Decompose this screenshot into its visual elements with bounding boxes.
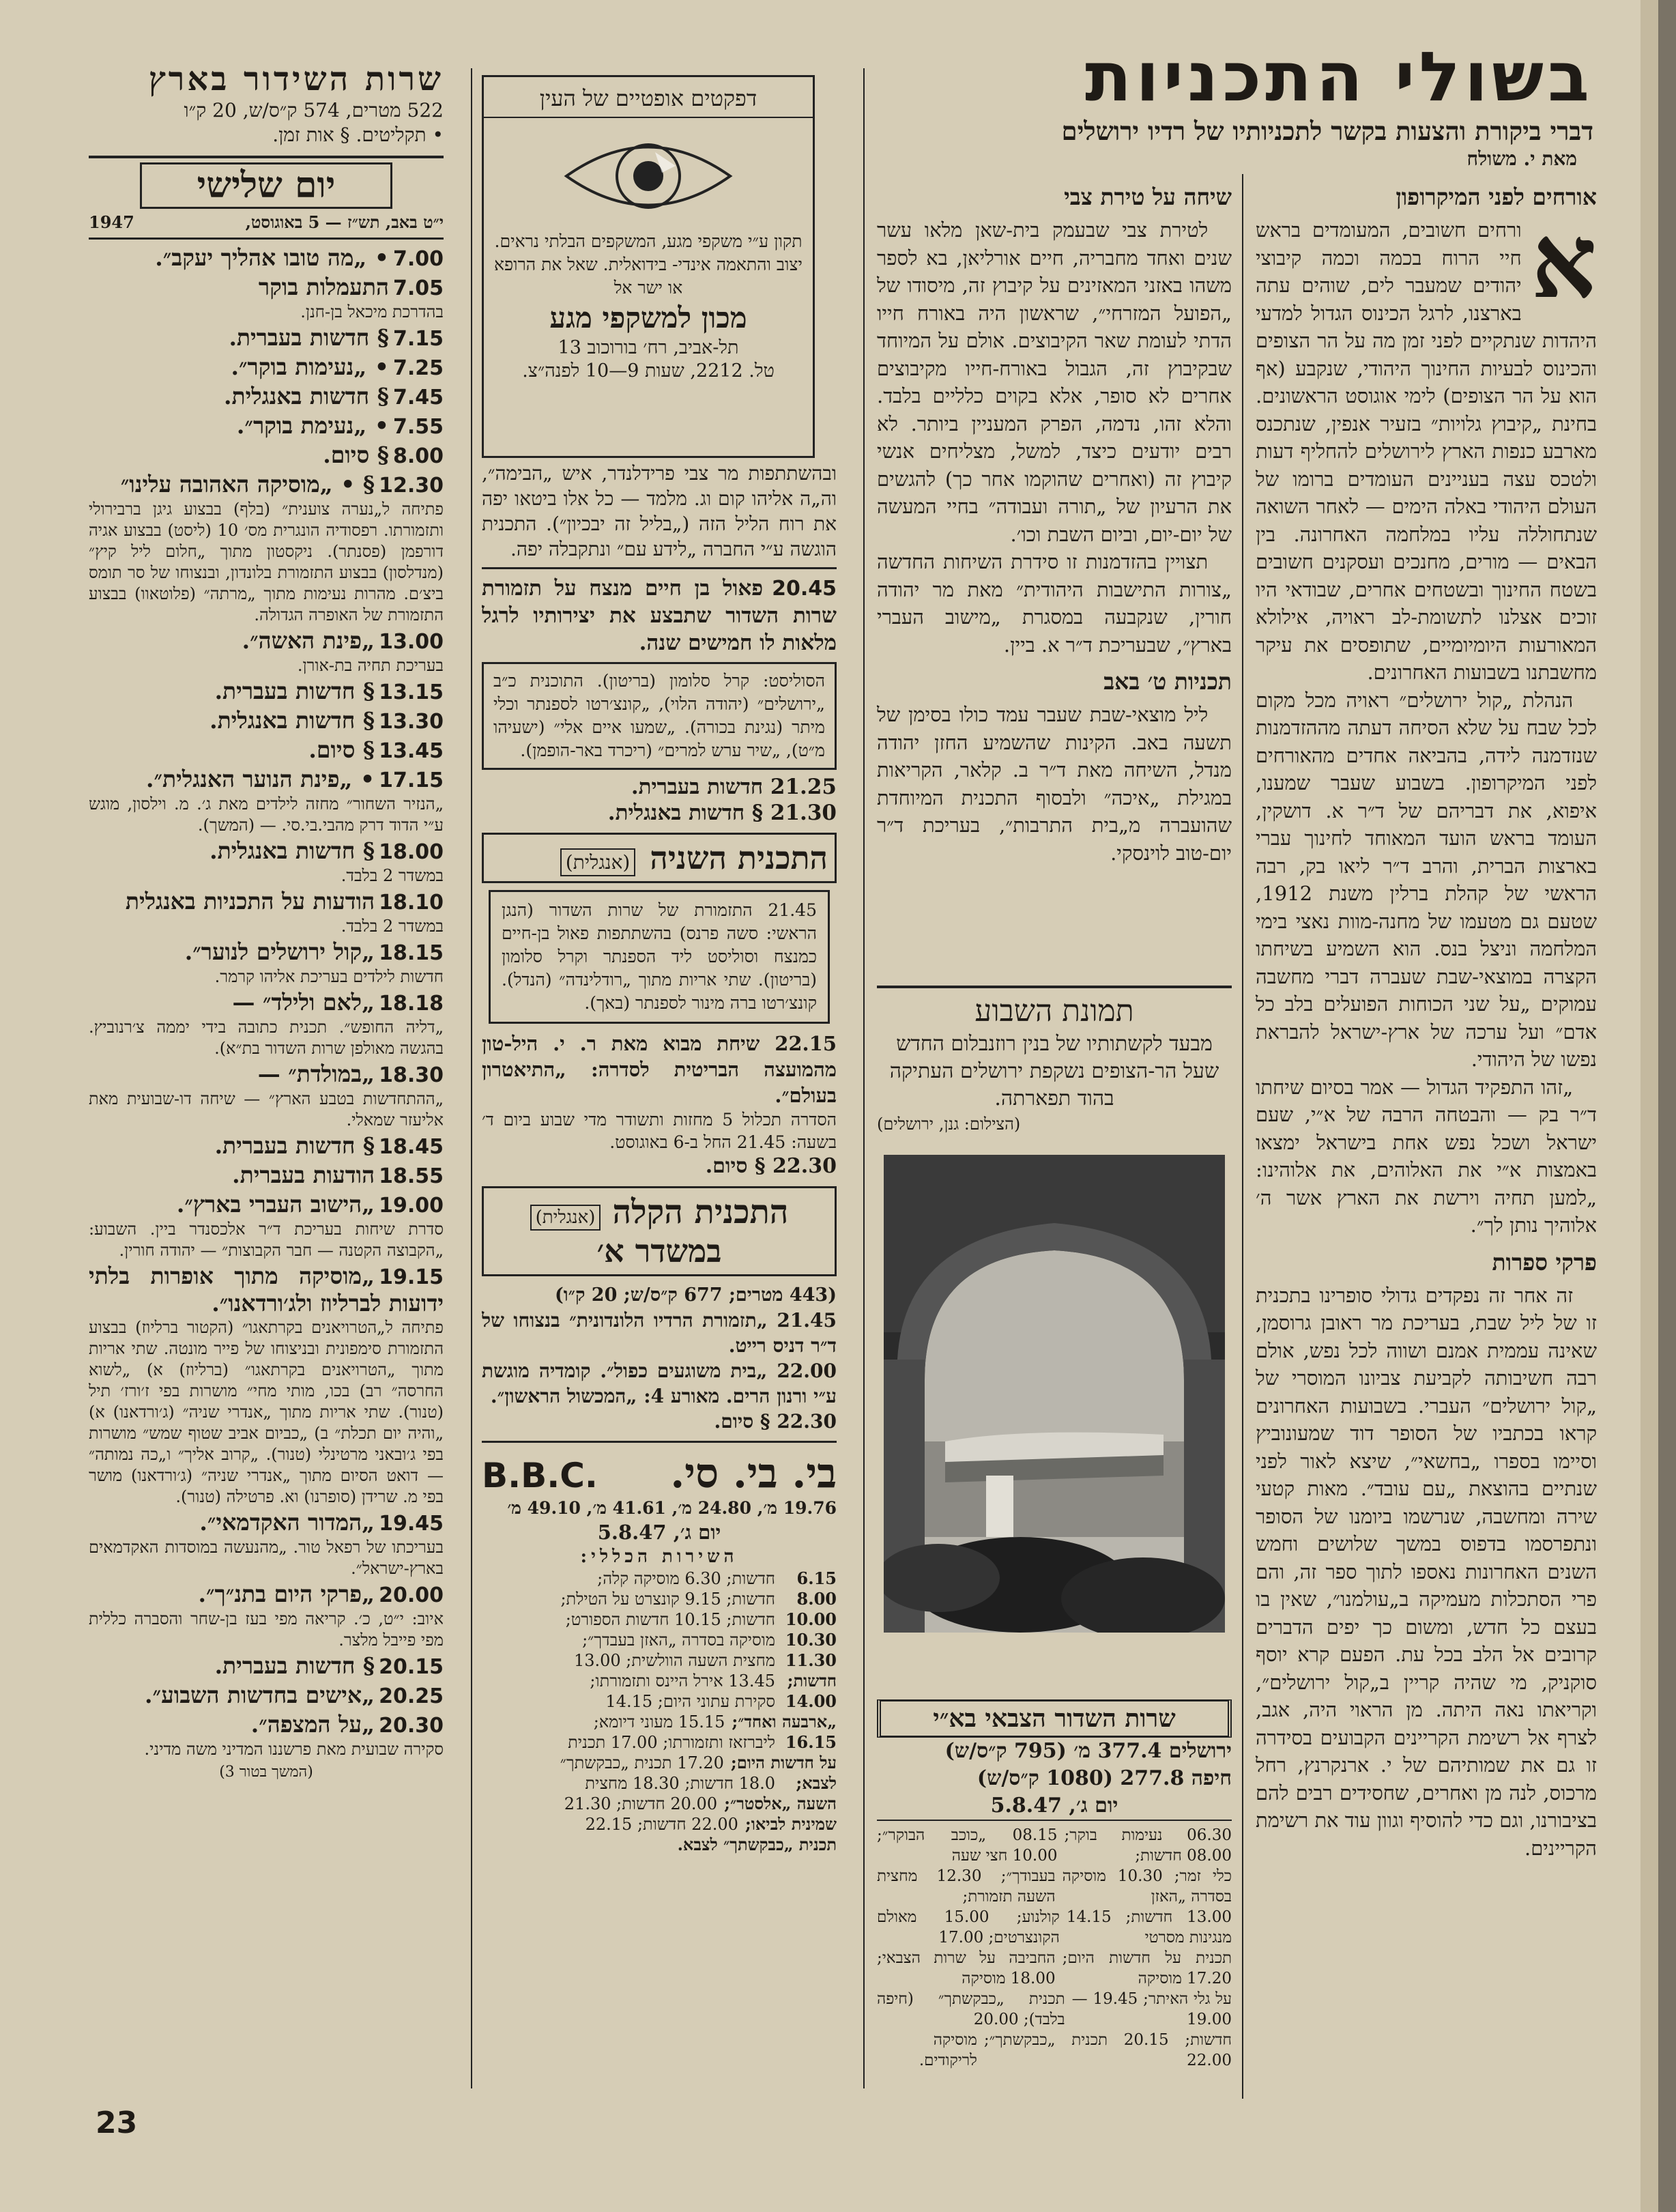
article-paragraph: „זהו התפקיד הגדול — אמר בסיום שיחתו ד״ר בק — והבטחה הרבה של א״י, שעם ישראל ושכל נפש אחת בישראל ימצאו באמצות א״י את האלוהים, את אלוהינו: „למען תחיה וירשת את הארץ אשר ה׳ אלוהיך נותן לך״. (1256, 1075, 1597, 1237)
schedule-title: שרות השידור בארץ (148, 60, 444, 98)
schedule-item (89, 628, 444, 676)
section-rule (89, 238, 444, 240)
bbc-item: 22.00 חדשות; 22.15 (585, 1815, 738, 1834)
military-cell: כלי זמר; 10.30 מוסיקה בסדרה „האזן (1062, 1867, 1232, 1906)
military-row (877, 2030, 1232, 2071)
schedule-title: § חדשות בעברית. (214, 678, 375, 704)
schedule-item (89, 990, 444, 1059)
military-row (877, 1907, 1232, 1948)
schedule-title: § חדשות באנגלית. (210, 707, 375, 734)
bbc-time: לצבא; (796, 1773, 837, 1793)
bbc-row (482, 1568, 837, 1589)
schedule-item (89, 889, 444, 937)
military-cell: חדשות; 20.15 תכנית „כבקשתך״; 22.00 (983, 2031, 1232, 2069)
bbc-row (482, 1814, 837, 1835)
page-number: 23 (96, 2106, 138, 2140)
schedule-item (89, 354, 444, 382)
column-divider (1242, 174, 1243, 2099)
schedule-time: 7.45 (392, 386, 444, 410)
light-program-freq: (443 מטרים; 677 ק״ס/ש; 20 ק״ו) (555, 1284, 837, 1306)
schedule-title: הודעות על התכניות באנגלית (125, 888, 375, 915)
ad-title: דפקטים אופטיים של העין (484, 84, 813, 118)
schedule-item (89, 1192, 444, 1261)
article-paragraph: לטירת צבי שבעמק בית-שאן מלאו עשר שנים ואחד מחבריה, חיים אורליאן, בא לספר משהו באזני המאזינים על קיבוץ זה, מיסודו של „הפועל המזרחי״, שראשון היה באורח חייו הדתי לעומת שאר הקיבוצים. אולם על המיוחד שבקיבוץ זה, הגבול באורח-חייו מקיבוצים אחרים לא סופר, אלא בקוים כלליים בלבד. והלא זהו, נדמה, הפרק המעניין ביותר. לא רבים יודעים כיצד, למשל, מצליחים אנשי קיבוץ זה (ואחרים שהוקמו אחר כך) להגשים את הרעיון של „תורה ועבודה״ בחיי המעשה של יום-יום, וביום השבת וכו׳. (877, 218, 1232, 546)
schedule-list (89, 245, 444, 1760)
schedule-item (89, 472, 444, 626)
military-row (877, 1866, 1232, 1907)
schedule-date (89, 209, 444, 236)
column-divider (471, 68, 472, 2088)
bbc-row (482, 1609, 837, 1630)
article-subtitle: דברי ביקורת והצעות בקשר לתכניותיו של רדיו ירושלים (1061, 116, 1593, 146)
bbc-row (482, 1753, 837, 1773)
schedule-detail: בעריכתו של רפאל טור. „מהנעשה במוסדות האקדמאים בארץ-ישראל״. (89, 1538, 444, 1578)
schedule-title: „הישוב העברי בארץ״. (176, 1191, 375, 1218)
article-title: בשולי התכניות (1085, 40, 1593, 117)
schedule-item (89, 245, 444, 272)
schedule-item (89, 274, 444, 323)
military-schedule (877, 1820, 1232, 2071)
bbc-row (482, 1794, 837, 1814)
schedule-title: § • „מוסיקה האהובה עלינו״ (120, 471, 375, 498)
schedule-detail: „דליה החופש״. תכנית כתובה בידי יממה צ׳רנוביץ. בהגשה מאולפן שרות השדור בת״א). (89, 1018, 444, 1058)
bbc-header (482, 1450, 837, 1497)
military-row (877, 1989, 1232, 2030)
military-cell: 08.15 „כוכב הבוקר״; 10.00 חצי שעה (877, 1826, 1058, 1865)
light-program-item: 21.45 „תזמורת הרדיו הלונדונית״ בנצוחו של ד״ר דניס רייט. (482, 1309, 837, 1357)
military-cell: החביבה על שרות הצבאי; 18.00 מוסיקה (877, 1949, 1056, 1987)
ad-clinic-name: מכון למשקפי מגע (549, 301, 747, 334)
schedule-detail: במשדר 2 בלבד. (341, 917, 444, 936)
article-header (877, 40, 1593, 166)
bbc-row (482, 1691, 837, 1712)
bbc-time: 14.00 (785, 1691, 837, 1711)
military-title: שרות השדור הצבאי בא״י (877, 1699, 1232, 1738)
bbc-item: מוסיקה בסדרה „האזן בעבדך״; (582, 1631, 775, 1650)
bbc-item: 20.00 חדשות; 21.30 (564, 1794, 718, 1813)
schedule-item (89, 384, 444, 411)
bbc-item: חדשות; 6.30 מוסיקה קלה; (597, 1569, 775, 1588)
schedule-time: 18.10 (379, 891, 444, 915)
schedule-title: „אישים בחדשות השבוע״. (145, 1682, 375, 1708)
ad-address: תל-אביב, רח׳ בורוכוב 13 (558, 337, 739, 358)
schedule-time: 18.18 (379, 992, 444, 1016)
schedule-time: 8.00 (392, 444, 444, 468)
bbc-row (482, 1589, 837, 1609)
military-cell: 06.30 נעימות בוקר; 08.00 חדשות; (1064, 1826, 1232, 1865)
photo-caption: מבעד לקשתותיו של בנין רוזנבלום החדש שעל הר-הצופים נשקפת ירושלים העתיקה בהוד תפארתה. (889, 1032, 1219, 1110)
concert-time: 20.45 (772, 577, 837, 601)
military-cell: תכנית „כבקשתך״ (חיפה בלבד); 20.00 (877, 1990, 1065, 2028)
concert-body: הסוליסט: קרל סלומון (בריטון). התוכנית כ״ב „ירושלים״ (יהודה הלוי), „קונצ׳רטו לספנתר וכלי מיתר (נגינת בכורה). „שמעו איים אלי״ (ישעיהו מ״ט), „שיר ערש למרים״ (ריכרד באר-הופמן). (482, 662, 837, 770)
schedule-detail: איוב: י״ט, כ׳. קריאה מפי בעז בן-שחר והסברה כללית מפי פייבל מלצר. (89, 1609, 444, 1650)
schedule-title: § חדשות באנגלית. (223, 383, 389, 410)
schedule-title: „קול ירושלים לנוער״. (184, 938, 375, 965)
bbc-general: השירות הכללי: (580, 1547, 738, 1567)
article-subheading: אורחים לפני המיקרופון (1396, 184, 1597, 210)
schedule-time: 17.15 (379, 769, 444, 792)
schedule-time: 18.15 (379, 941, 444, 965)
schedule-title: „פינת האשה״. (242, 627, 375, 654)
schedule-item (89, 1581, 444, 1651)
schedule-detail: חדשות לילדים בעריכת אליהו קרמר. (214, 967, 444, 986)
military-row (877, 1825, 1232, 1866)
bbc-row (482, 1773, 837, 1794)
schedule-title: • „פינת הנוער האנגלית״. (146, 766, 375, 792)
second-program (482, 833, 837, 883)
news-hebrew: 21.25 חדשות בעברית. (631, 775, 837, 799)
article-paragraph: ליל מוצאי-שבת שעבר עמד כולו בסימן של תשעה באב. הקינות שהשמיע החזן יהודה מנדל, השיחה מאת ד״ר ב. קלאר, הקריאות במגילת „איכה״ ולבסוף התכנית המיוחדת שהועברה מ„בית התרבות״, בעריכת ד״ר יום-טוב לוינסקי. (877, 703, 1232, 865)
bbc-time: 11.30 (785, 1650, 837, 1670)
schedule-detail: סדרת שיחות בעריכת ד״ר אלכסנדר ביין. השבוע: „הקבוצה הקטנה — חבר הקבוצות״ — יהודה חורין. (89, 1220, 444, 1260)
schedule-title: § סיום. (308, 736, 375, 763)
schedule-time: 18.30 (379, 1063, 444, 1087)
article-text: ורחים חשובים, המעומדים בראש חיי הרוח בכמה וכמה קיבוצי יהודים שמעבר לים, שוהים עתה בארצנו, לרגל הכינוס הגדול למדעי היהדות שנתקיים לפני זמן מה על הר הצופים והכינוס לבעיות החינוך היהודי, שנקבע (אף הוא על הר הצופים) לימי אוגוסט הראשונים. בחינת „קיבוץ גלויות״ בזעיר אנפין, שנתכנס מארבע כנפות הארץ לירושלים להחליף דעות ולטכס עצה בעניינים העומדים ברומו של העולם היהודי באלה הימים — לאחר השואה שנתחוללה עליו במלחמה האחרונה. בין הבאים — מורים, מחנכים ועסקנים חשובים בשטח החינוך ובשטחים אחרים, שבודאי היו זוכים אצלנו לתשומת-לב ראויה, אילולא המאורעות היומיומיים, שתופסים את עיקר מחשבתנו בשבועות האחרונים. (1256, 218, 1597, 684)
light-program-tag: (אנגלית) (530, 1205, 601, 1231)
bbc-time: 16.15 (785, 1732, 837, 1752)
ad-phone: טל. 2212, שעות 9—10 לפנה״צ. (522, 360, 775, 382)
schedule-time: 13.30 (379, 710, 444, 734)
bbc-item: ליברזאז ותזמורתו; 17.00 תכנית (568, 1733, 775, 1752)
bbc-row (482, 1835, 837, 1855)
military-cell: תכנית על חדשות היום; 17.20 מוסיקה (1062, 1949, 1232, 1987)
article-paragraph: הנהלת „קול ירושלים״ ראויה מכל מקום לכל שבח על שלא הסיחה דעתה מההזדמנות שנזדמנה לידה, בהביאה אחדים מהאורחים לפני המיקרופון. בשבוע שעבר שמענו, איפוא, את דבריהם של ד״ר א. דושקין, העומד בראש הועד המאוחד לחינוך עברי בארצות הברית, והרב ד״ר ליאו בק, רבה הראשי של קהלת ברלין משנת 1912, שטעם גם מטעמו של מחנה-מוות נאצי בימי המלחמה וניצל בנס. הוא השמיע בשיחתו הקצרה במוצאי-שבת שעברה דברי מחשבה עמוקים „על שני הכוחות הפועלים בלב כל אדם״ ועל ערכה של ארץ-ישראל להבראת נפשו של היהודי. (1256, 688, 1597, 1071)
schedule-item (89, 1061, 444, 1131)
light-program-item: 22.30 § סיום. (714, 1410, 837, 1433)
schedule-time: 12.30 (379, 474, 444, 498)
schedule-item (89, 737, 444, 764)
schedule-time: 18.55 (379, 1164, 444, 1188)
schedule-time: 19.45 (379, 1512, 444, 1536)
schedule-date-heb: י״ט באב, תש״ז — 5 באוגוסט, (245, 212, 444, 232)
section-rule (89, 156, 444, 158)
concert-block (482, 575, 837, 770)
schedule-detail: „ההתחדשות בטבע הארץ״ — שיחה דו-שבועית מאת אליעזר שמאלי. (89, 1089, 444, 1130)
bbc-time: 10.00 (785, 1609, 837, 1629)
schedule-title: „על המצפה״. (250, 1711, 375, 1738)
schedule-detail: בהדרכת מיכאל בן-חנן. (300, 302, 444, 321)
military-date: יום ג׳, 5.8.47 (990, 1794, 1118, 1818)
article-column-1 (1256, 174, 1597, 2099)
light-program-title: התכנית הקלה (612, 1193, 789, 1231)
bbc-freq: 19.76 מ׳, 24.80 מ׳, 41.61 מ׳, 49.10 מ׳ (507, 1498, 837, 1518)
schedule-item (89, 939, 444, 988)
drop-cap: א (1531, 201, 1597, 321)
article-paragraph: זה אחר זה נפקדים גדולי סופרינו בתכנית זו של ליל שבת, בעריכת מר ראובן גרוסמן, שאינה עממית אמנם ושווה לכל נפש, אולם רבה חשיבותה לקביעת צביונו המוסרי של „קול ירושלים״ העברי. בשבועות האחרונים קראו בכתביו של הסופר דוד שמעונוביץ וסיימו בספרו „בחשאי״, שיצא לאור לפני שנתיים בהוצאת „עם עובד״. מאות קטעי שירה ומחשבה, שנרשמו ביומנו של הסופר ונתפרסמו בדפוס במשך שלושים וחמש השנים האחרונות נאספו לתוך ספר זה, והם פרי הסתכלות מעמיקה ב„עולמנו״, שאין בו בעצם כל חדש, ומשום כך יפים הדברים קרובים אל הלב בכל עת. הפעם קרא יוסף סוקניק, מי שהיה קריין ב„קול ירושלים״, וקריאתו נאה היתה. מן הראוי היה, אגב, לצרף אל רשימת הקריינים הקבועים בסידרה זו גם את שמותיהם של י. ארנקרנץ, רחל מרכוס, לנה מן ואחרים, שחסידים רבים להם בציבורנו, וגם כדי להוסיף וגוון עוד את רשימת הקריינים. (1256, 1283, 1597, 1860)
section-rule (482, 567, 837, 569)
schedule-day: יום שלישי (140, 162, 392, 209)
military-cell: בעבודך״; 12.30 מחצית השעה תזמורת; (877, 1867, 1056, 1906)
talk-body: הסדרה תכלול 5 מחזות ותשודר מדי שבוע ביום ד׳ בשעה: 21.45 החל ב-6 באוגוסט. (482, 1110, 837, 1152)
bbc-schedule (482, 1568, 837, 1855)
schedule-item (89, 1162, 444, 1190)
schedule-freq: 522 מטרים, 574 ק״ס/ש, 20 ק״ו (184, 99, 444, 121)
schedule-item (89, 1510, 444, 1579)
schedule-title: § חדשות בעברית. (214, 1132, 375, 1159)
schedule-detail: במשדר 2 בלבד. (341, 866, 444, 885)
schedule-time: 7.05 (392, 276, 444, 300)
bbc-time: חדשות; (787, 1671, 837, 1691)
military-broadcast (877, 1699, 1232, 2088)
schedule-time: 13.45 (379, 739, 444, 763)
schedule-title: „במולדת״ — (257, 1061, 375, 1087)
second-program-title: התכנית השניה (650, 839, 828, 876)
schedule-item (89, 708, 444, 735)
news-english: 21.30 § חדשות באנגלית. (607, 801, 837, 825)
schedule-time: 18.00 (379, 840, 444, 864)
schedule-time: 7.55 (392, 415, 444, 439)
schedule-item (89, 413, 444, 440)
schedule-item (89, 442, 444, 470)
schedule-title: § סיום. (323, 442, 389, 468)
schedule-time: 20.00 (379, 1583, 444, 1607)
talk-title: 22.15 שיחת מבוא מאת ר. י. היל-טון מהמועצה הבריטית לסדרה: „התיאטרון בעולם״. (482, 1032, 837, 1107)
bbc-item: 18.0 חדשות; 18.30 מחצית (585, 1774, 775, 1793)
light-program-sub: במשדר א׳ (596, 1233, 722, 1269)
concert-title: פאול בן חיים מנצח על תזמורת שרות השדור שתבצע את יצירותיו לרגל מלאות לו חמישים שנה. (482, 576, 837, 655)
article-subheading: שיחה על טירת צבי (1064, 184, 1232, 210)
schedule-item (89, 325, 444, 352)
schedule-title: הודעות בעברית. (232, 1162, 375, 1188)
schedule-detail: סקירה שבועית מאת פרשננו המדיני משה מדיני. (144, 1740, 444, 1759)
bbc-item: 17.20 תכנית „כבקשתך״ (560, 1753, 724, 1772)
second-program-tag: (אנגלית) (560, 848, 636, 876)
schedule-title: התעמלות בוקר (258, 274, 389, 300)
schedule-title: „פרקי היום בתנ״ך״. (198, 1581, 375, 1607)
eye-icon (560, 125, 737, 227)
military-row (877, 1948, 1232, 1989)
schedule-title: • „מה טובו אהליך יעקב״. (155, 244, 389, 271)
middle-column (482, 461, 837, 2092)
continued-note: (המשך בטור 3) (219, 1764, 313, 1781)
photo-credit: (הצילום: גנן, ירושלים) (877, 1115, 1021, 1134)
mid-intro: ובהשתתפות מר צבי פרידלנדר, איש „הבימה״, וה„ה אליהו קום וג. מלמד — כל אלו ביטאו יפה את רוח הליל הזה („בליל זה יבכיון״). התכנית הוגשה ע״י החברה „לידע עם״ ונתקבלה יפה. (482, 462, 837, 560)
bbc-item: סקירת עתוני היום; 14.15 (605, 1692, 775, 1711)
bbc-item: חדשות; 10.15 חדשות הספורט; (565, 1610, 775, 1629)
schedule-item (89, 1712, 444, 1760)
section-rule (482, 1441, 837, 1443)
schedule-time: 20.30 (379, 1714, 444, 1738)
schedule-time: 13.00 (379, 630, 444, 654)
schedule-time: 18.45 (379, 1135, 444, 1159)
schedule-title: § חדשות בעברית. (214, 1652, 375, 1679)
schedule-detail: בעריכת תחיה בת-אורן. (297, 656, 444, 675)
article-byline: מאת י. משולח (1466, 147, 1577, 166)
bbc-time: שמינית לביאו; (745, 1814, 837, 1834)
light-program (482, 1186, 837, 1276)
schedule-detail: פתיחה ל„הטרויאנים בקרתאגו״ (הקטור ברליוז) בבצוע התזמורת סימפונית ובניצוחו של פייר מונטה. שתי אריות מתוך „הטרויאנים בקרתאגו״ (ברליוז) א) „לשוא החרסה״ רב) בכו, מותי מחי״ מושרות בפי ז׳ורז׳ תיל (טנור). שתי אריות מתוך „אנדרי שניה״ (ג׳ורדאנו) א) „והיה יום תכלת״ ב) „כביום אביב שטוף שמש״ מושרות בפי ג׳ובאני מרטינלי (טנור). „קרוב אליך״ ו„כה נמותה״ — דואט הסיום מתוך „אנדרי שניה״ (ג׳ורדאנו) מושר בפי מ. שרידן (סופרנו) וא. פרטילה (טנור). (89, 1318, 444, 1506)
article-subheading: פרקי ספרות (1492, 1248, 1597, 1276)
bbc-time: 6.15 (796, 1568, 837, 1588)
bbc-time: על חדשות היום; (730, 1753, 837, 1772)
schedule-time: 7.00 (392, 247, 444, 271)
end-time: 22.30 § סיום. (705, 1154, 837, 1178)
article-subheading: תכניות ט׳ באב (1103, 668, 1232, 695)
schedule-title: § חדשות בעברית. (229, 324, 389, 351)
article-column-2 (877, 174, 1232, 983)
schedule-title: § חדשות באנגלית. (210, 837, 375, 864)
bbc-row (482, 1732, 837, 1753)
schedule-item (89, 1653, 444, 1680)
schedule-column (89, 60, 444, 2101)
ad-body: תקון ע״י משקפי מגע, המשקפים הבלתי נראים. יצוב והתאמה אינדי- בידואלית. שאל את הרופא או ישר אל (494, 231, 803, 298)
photo-title: תמונת השבוע (974, 994, 1134, 1029)
schedule-item (89, 838, 444, 887)
schedule-time: 19.15 (379, 1265, 444, 1289)
schedule-time: 7.15 (392, 327, 444, 351)
bbc-row (482, 1630, 837, 1650)
military-cell: קולנוע; 15.00 מאולם הקונצרטים; 17.00 (877, 1908, 1060, 1947)
section-rule (877, 986, 1232, 988)
schedule-item (89, 678, 444, 706)
schedule-time: 19.00 (379, 1194, 444, 1218)
schedule-time: 20.25 (379, 1684, 444, 1708)
schedule-item (89, 766, 444, 836)
bbc-time: „ארבעה ואחד״; (732, 1712, 837, 1732)
military-cell: מוסיקה לריקודים. (919, 2031, 977, 2069)
light-program-schedule (482, 1308, 837, 1434)
schedule-title: „מוסיקה מתוך אופרות בלתי ידועות לברליוז ולג׳ורדאנו״. (89, 1263, 444, 1317)
military-cell: 13.00 חדשות; 14.15 מנגינות מסרטי (1066, 1908, 1232, 1947)
schedule-time: 7.25 (392, 356, 444, 380)
bbc-row (482, 1671, 837, 1691)
bbc-latin: B.B.C. (482, 1456, 598, 1495)
article-paragraph (1256, 201, 1597, 687)
schedule-item (89, 1682, 444, 1710)
military-cell: על גלי האיתר; 19.45 — 19.00 (1071, 1990, 1232, 2028)
bbc-time: תכנית „כבקשתך״ לצבא. (677, 1835, 837, 1854)
optical-ad (482, 75, 815, 458)
schedule-time: 13.15 (379, 680, 444, 704)
schedule-title: „לאם ולילד״ — (232, 989, 375, 1016)
schedule-title: • „נעימות בוקר״. (231, 354, 389, 380)
schedule-detail: פתיחה ל„נערה צוענית״ (בלף) בבצוע גיגן ברבירולי ותזמורתו. רפסודיה הונגרית מס׳ 10 (ליסט) בבצוע אגיה דורפמן (פסנתר). ניקסטון מתוך „חלום ליל קיץ״ (מנדלסון) בבצוע התזמורת בלונדון, ובנצוחו של סר תומס ביצ׳ם. מהרות נעימות מתוך „מרתה״ (פלוטאוו) בבצוע התזמורת של האופרה הגדולה. (89, 500, 444, 624)
second-program-details: 21.45 התזמורת של שרות השדור (הנגן הראשי: סשה פרנס) בהשתתפות פאול בן-חיים כמנצח וסוליסט ליד הספנתר וקרל סלומון (בריטון). שתי אריות מתוך „רודלינדה״ (הנדל). קונצ׳רטו ברה מינור לספנתר (באך). (489, 890, 830, 1024)
bbc-time: 8.00 (796, 1589, 837, 1609)
military-freq-haifa: חיפה 277.8 (1080 ק״ס/ש) (977, 1766, 1232, 1790)
bbc-item: מחצית השעה הוולשית; 13.00 (573, 1651, 775, 1670)
arch-photo (884, 1155, 1225, 1633)
column-divider (863, 68, 865, 2088)
military-freq-jerusalem: ירושלים 377.4 מ׳ (795 ק״ס/ש) (944, 1739, 1232, 1763)
light-program-item: 22.00 „בית משוגעים כפול״. קומדיה מוגשת ע״י ורנון הרים. מאורע 4: „המכשול הראשון״. (482, 1360, 837, 1407)
bbc-row (482, 1712, 837, 1732)
bbc-time: 10.30 (785, 1630, 837, 1650)
bbc-time: השעה „אלסטר״; (724, 1794, 837, 1813)
schedule-title: „המדור האקדמאי״. (199, 1509, 375, 1536)
bbc-item: חדשות; 9.15 קונצרט על הטילת; (560, 1590, 775, 1609)
photo-section (877, 990, 1232, 1689)
schedule-item (89, 1263, 444, 1508)
bbc-row (482, 1650, 837, 1671)
bbc-title: בי. בי. סי. (670, 1450, 837, 1497)
schedule-legend: • תקליטים. § אות זמן. (272, 124, 444, 146)
bbc-item: 15.15 מעוני דיומא; (593, 1712, 725, 1732)
schedule-date-year: 1947 (89, 212, 134, 232)
article-paragraph: תצויין בהזדמנות זו סידרת השיחות החדשה „צורות התישבות היהודית״ מאת מר יהודה חורין, שנקבעה במסגרת „מישוב העברי בארץ״, שבעריכת ד״ר א. ביין. (877, 550, 1232, 657)
bbc-date: יום ג׳, 5.8.47 (597, 1521, 721, 1544)
schedule-item (89, 1133, 444, 1160)
bbc-item: 13.45 אירל היינס ותזמורתו; (590, 1671, 775, 1691)
schedule-detail: „הנזיר השחור״ מחזה לילדים מאת ג׳. מ. וילסון, מוגש ע״י הדוד דרק מהבי.בי.סי. — (המשך). (89, 794, 444, 835)
schedule-time: 20.15 (379, 1655, 444, 1679)
schedule-title: • „נעימת בוקר״. (236, 412, 389, 439)
